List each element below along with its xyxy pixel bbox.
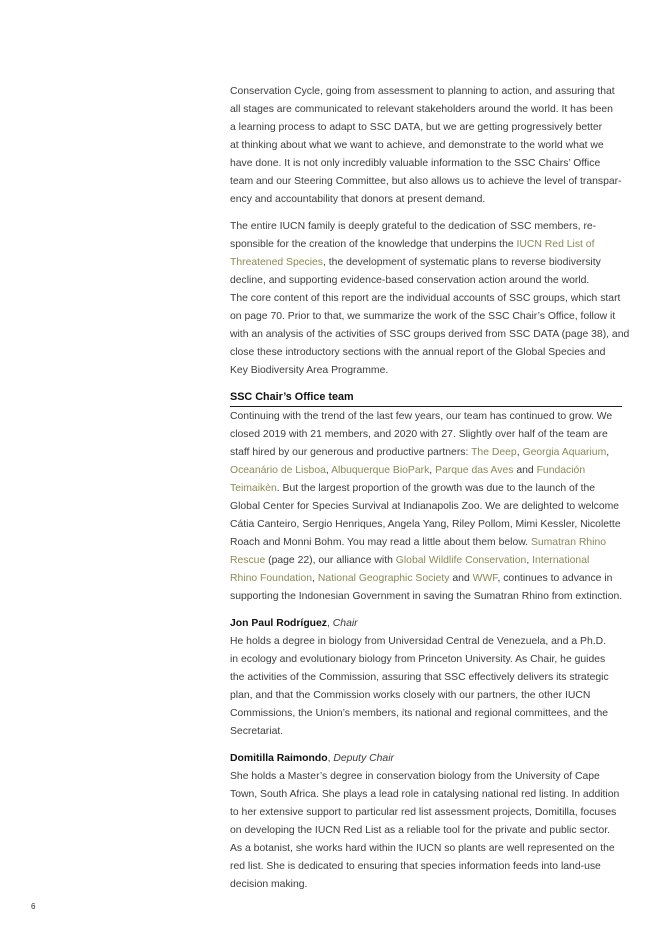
text-segment: Continuing with the trend of the last few years, our team has continued to grow. We: [230, 411, 613, 422]
paragraph: [230, 750, 622, 894]
person-role: Chair: [332, 618, 358, 629]
text-line: [230, 750, 622, 768]
text-segment: a learning process to adapt to SSC DATA, but we are getting progressively better: [230, 122, 603, 133]
text-line: [230, 290, 622, 308]
text-segment: decline, and supporting evidence-based conservation action around the world.: [230, 275, 590, 286]
text-line: [230, 588, 622, 606]
text-segment: ,: [312, 573, 318, 584]
text-line: [230, 444, 622, 462]
text-line: [230, 534, 622, 552]
text-segment: ,: [325, 465, 332, 476]
text-line: [230, 768, 622, 786]
text-line: [230, 705, 622, 723]
text-segment: ,: [526, 555, 533, 566]
text-link[interactable]: Rhino Foundation: [230, 573, 313, 584]
text-line: [230, 272, 622, 290]
text-line: [230, 155, 622, 173]
text-link[interactable]: Rescue: [230, 555, 266, 566]
text-line: [230, 876, 622, 894]
text-segment: and: [449, 573, 473, 584]
text-line: [230, 462, 622, 480]
text-segment: the activities of the Commission, assuring that SSC effectively delivers its strategic: [230, 672, 609, 683]
text-segment: ,: [516, 447, 523, 458]
text-segment: Cátia Canteiro, Sergio Henriques, Angela Yang, Riley Pollom, Mimi Kessler, Nicolette: [230, 519, 621, 530]
text-line: [230, 362, 622, 380]
text-link[interactable]: The Deep: [471, 447, 517, 458]
text-line: [230, 173, 622, 191]
text-segment: staff hired by our generous and productive partners:: [230, 447, 472, 458]
text-segment: (page 22), our alliance with: [265, 555, 396, 566]
text-segment: Town, South Africa. She plays a lead role in catalysing national red listing. In addition: [230, 789, 620, 800]
text-link[interactable]: International: [532, 555, 590, 566]
text-link[interactable]: Parque das Aves: [435, 465, 514, 476]
text-segment: The core content of this report are the individual accounts of SSC groups, which start: [230, 293, 621, 304]
text-link[interactable]: Sumatran Rhino: [530, 537, 607, 548]
person-name: Domitilla Raimondo: [230, 753, 328, 764]
text-segment: with an analysis of the activities of SSC groups derived from SSC DATA (page 38), and: [230, 329, 630, 340]
text-line: [230, 786, 622, 804]
text-line: [230, 498, 622, 516]
text-segment: , the development of systematic plans to reverse biodiversity: [323, 257, 601, 268]
text-segment: and: [513, 465, 537, 476]
text-segment: ,: [606, 447, 610, 458]
text-link[interactable]: WWF: [472, 573, 498, 584]
text-line: [230, 822, 622, 840]
text-segment: on page 70. Prior to that, we summarize the work of the SSC Chair’s Office, follow it: [230, 311, 616, 322]
text-segment: plan, and that the Commission works closely with our partners, the other IUCN: [230, 690, 591, 701]
text-line: [230, 858, 622, 876]
text-line: [230, 308, 622, 326]
text-link[interactable]: IUCN Red List of: [516, 239, 595, 250]
text-link[interactable]: Fundación: [536, 465, 586, 476]
text-segment: The entire IUCN family is deeply grateful to the dedication of SSC members, re-: [230, 221, 597, 232]
text-segment: ,: [429, 465, 436, 476]
text-link[interactable]: Teimaikèn: [230, 483, 277, 494]
text-line: [230, 651, 622, 669]
text-segment: Conservation Cycle, going from assessment to planning to action, and assuring that: [230, 86, 615, 97]
text-segment: ,: [327, 753, 334, 764]
section-heading: SSC Chair’s Office team: [230, 389, 622, 407]
text-line: [230, 218, 622, 236]
text-segment: sponsible for the creation of the knowledge that underpins the: [230, 239, 517, 250]
text-segment: to her extensive support to particular red list assessment projects, Domitilla, focuses: [230, 807, 617, 818]
text-segment: have done. It is not only incredibly valuable information to the SSC Chairs’ Office: [230, 158, 601, 169]
text-line: [230, 137, 622, 155]
text-segment: in ecology and evolutionary biology from Princeton University. As Chair, he guides: [230, 654, 606, 665]
text-segment: , continues to advance in: [497, 573, 613, 584]
paragraph: [230, 83, 622, 209]
text-segment: Roach and Monni Bohm. You may read a little about them below.: [230, 537, 531, 548]
text-line: [230, 119, 622, 137]
text-segment: ,: [327, 618, 333, 629]
text-line: [230, 804, 622, 822]
text-segment: As a botanist, she works hard within the IUCN so plants are well represented on the: [230, 843, 615, 854]
text-segment: ency and accountability that donors at present demand.: [230, 194, 486, 205]
text-segment: closed 2019 with 21 members, and 2020 with 27. Slightly over half of the team are: [230, 429, 608, 440]
document-body: [230, 83, 630, 903]
text-segment: all stages are communicated to relevant stakeholders around the world. It has been: [230, 104, 613, 115]
page-number: 6: [31, 902, 36, 911]
paragraph: [230, 408, 622, 606]
text-line: [230, 615, 622, 633]
text-segment: Commissions, the Union’s members, its national and regional committees, and the: [230, 708, 609, 719]
text-line: [230, 236, 622, 254]
text-segment: . But the largest proportion of the growth was due to the launch of the: [276, 483, 596, 494]
text-line: [230, 480, 622, 498]
text-segment: at thinking about what we want to achieve, and demonstrate to the world what we: [230, 140, 604, 151]
text-line: [230, 633, 622, 651]
text-link[interactable]: Global Wildlife Conservation: [395, 555, 527, 566]
paragraph: [230, 615, 622, 741]
text-segment: close these introductory sections with the annual report of the Global Species and: [230, 347, 606, 358]
text-link[interactable]: Albuquerque BioPark: [331, 465, 430, 476]
person-role: Deputy Chair: [333, 753, 394, 764]
text-segment: Global Center for Species Survival at Indianapolis Zoo. We are delighted to welcome: [230, 501, 620, 512]
text-link[interactable]: Oceanário de Lisboa: [230, 465, 326, 476]
text-line: [230, 552, 622, 570]
text-line: [230, 408, 622, 426]
paragraph: [230, 218, 630, 380]
text-segment: She holds a Master’s degree in conservation biology from the University of Cape: [230, 771, 600, 782]
text-line: [230, 344, 622, 362]
text-segment: red list. She is dedicated to ensuring that species information feeds into land-use: [230, 861, 601, 872]
text-segment: supporting the Indonesian Government in saving the Sumatran Rhino from extinction.: [230, 591, 623, 602]
text-segment: decision making.: [230, 879, 308, 890]
text-segment: Secretariat.: [230, 726, 284, 737]
text-line: [230, 254, 622, 272]
text-line: [230, 191, 622, 209]
text-segment: Key Biodiversity Area Programme.: [230, 365, 389, 376]
text-segment: He holds a degree in biology from Universidad Central de Venezuela, and a Ph.D.: [230, 636, 607, 647]
text-line: [230, 426, 622, 444]
text-link[interactable]: Georgia Aquarium: [522, 447, 607, 458]
text-line: [230, 326, 630, 344]
text-line: [230, 840, 622, 858]
text-line: [230, 570, 622, 588]
person-name: Jon Paul Rodríguez: [230, 618, 327, 629]
text-line: [230, 687, 622, 705]
text-line: [230, 83, 622, 101]
text-link[interactable]: National Geographic Society: [317, 573, 450, 584]
text-line: [230, 101, 622, 119]
text-segment: on developing the IUCN Red List as a reliable tool for the private and public sector.: [230, 825, 611, 836]
text-segment: team and our Steering Committee, but also allows us to achieve the level of transpar-: [230, 176, 622, 187]
text-link[interactable]: Threatened Species: [230, 257, 323, 268]
text-line: [230, 516, 622, 534]
text-line: [230, 669, 622, 687]
text-line: [230, 723, 622, 741]
